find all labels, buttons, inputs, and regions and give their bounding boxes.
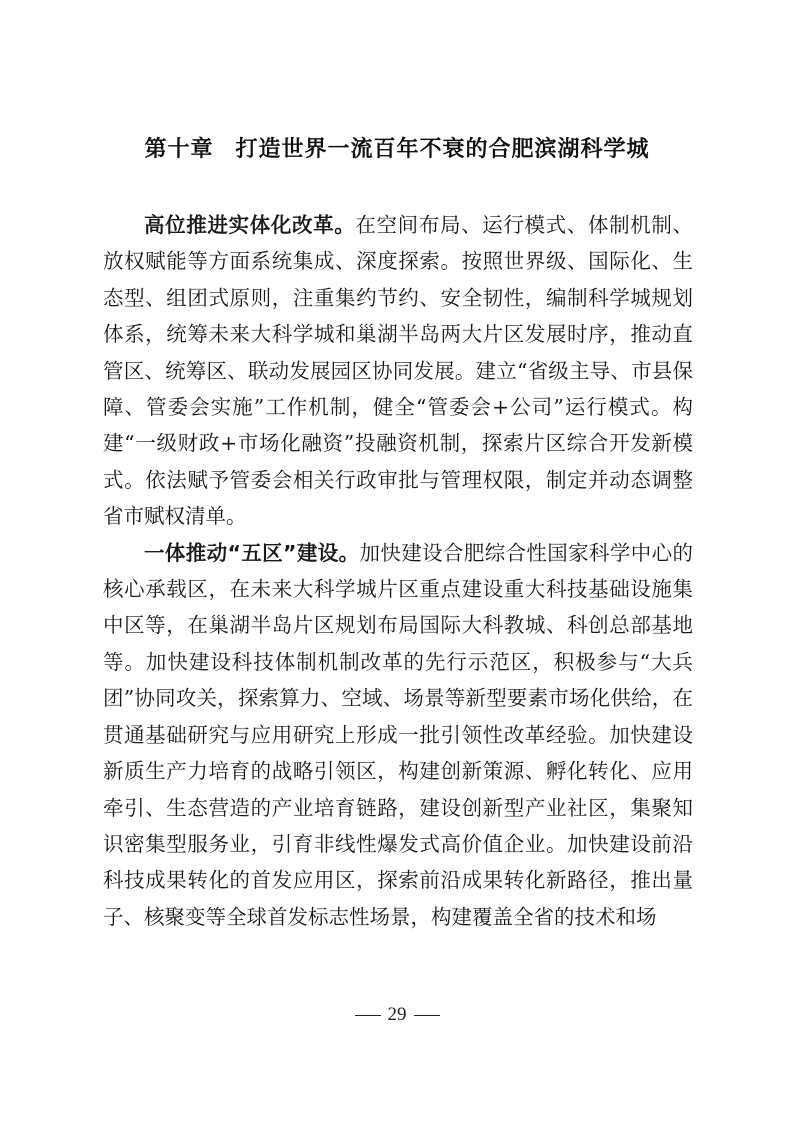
paragraph-1-lead: 高位推进实体化改革。 [144, 213, 356, 237]
paragraph-2 [103, 535, 693, 935]
chapter-heading: 打造世界一流百年不衰的合肥滨湖科学城 [235, 137, 650, 162]
body-text [103, 207, 693, 935]
paragraph-2-text: 加快建设合肥综合性国家科学中心的核心承载区，在未来大科学城片区重点建设重大科技基础设施集中区等，在巢湖半岛片区规划布局国际大科教城、科创总部基地等。加快建设科技体制机制改革的先行示范区，积极参与“大兵团”协同攻关，探索算力、空域、场景等新型要素市场化供给，在贯通基础研究与应用研究上形成一批引领性改革经验。加快建设新质生产力培育的战略引领区，构建创新策源、孵化转化、应用牵引、生态营造的产业培育链路，建设创新型产业社区，集聚知识密集型服务业，引育非线性爆发式高价值企业。加快建设前沿科技成果转化的首发应用区，探索前沿成果转化新路径，推出量子、核聚变等全球首发标志性场景，构建覆盖全省的技术和场 [103, 540, 694, 929]
page-number: 29 [387, 1004, 407, 1025]
paragraph-2-lead: 一体推动“五区”建设。 [144, 540, 360, 565]
left-dash [355, 1015, 381, 1016]
paragraph-1 [103, 207, 693, 535]
paragraph-1-text: 在空间布局、运行模式、体制机制、放权赋能等方面系统集成、深度探索。按照世界级、国际化、生态型、组团式原则，注重集约节约、安全韧性，编制科学城规划体系，统筹未来大科学城和巢湖半岛两大片区发展时序，推动直管区、统筹区、联动发展园区协同发展。建立“省级主导、市县保障、管委会实施”工作机制，健全“管委会+公司”运行模式。构建“一级财政+市场化融资”投融资机制，探索片区综合开发新模式。依法赋予管委会相关行政审批与管理权限，制定并动态调整省市赋权清单。 [103, 213, 694, 529]
right-dash [414, 1015, 440, 1016]
page-footer [0, 1004, 794, 1026]
chapter-title [0, 132, 794, 163]
chapter-number: 第十章 [144, 137, 214, 162]
